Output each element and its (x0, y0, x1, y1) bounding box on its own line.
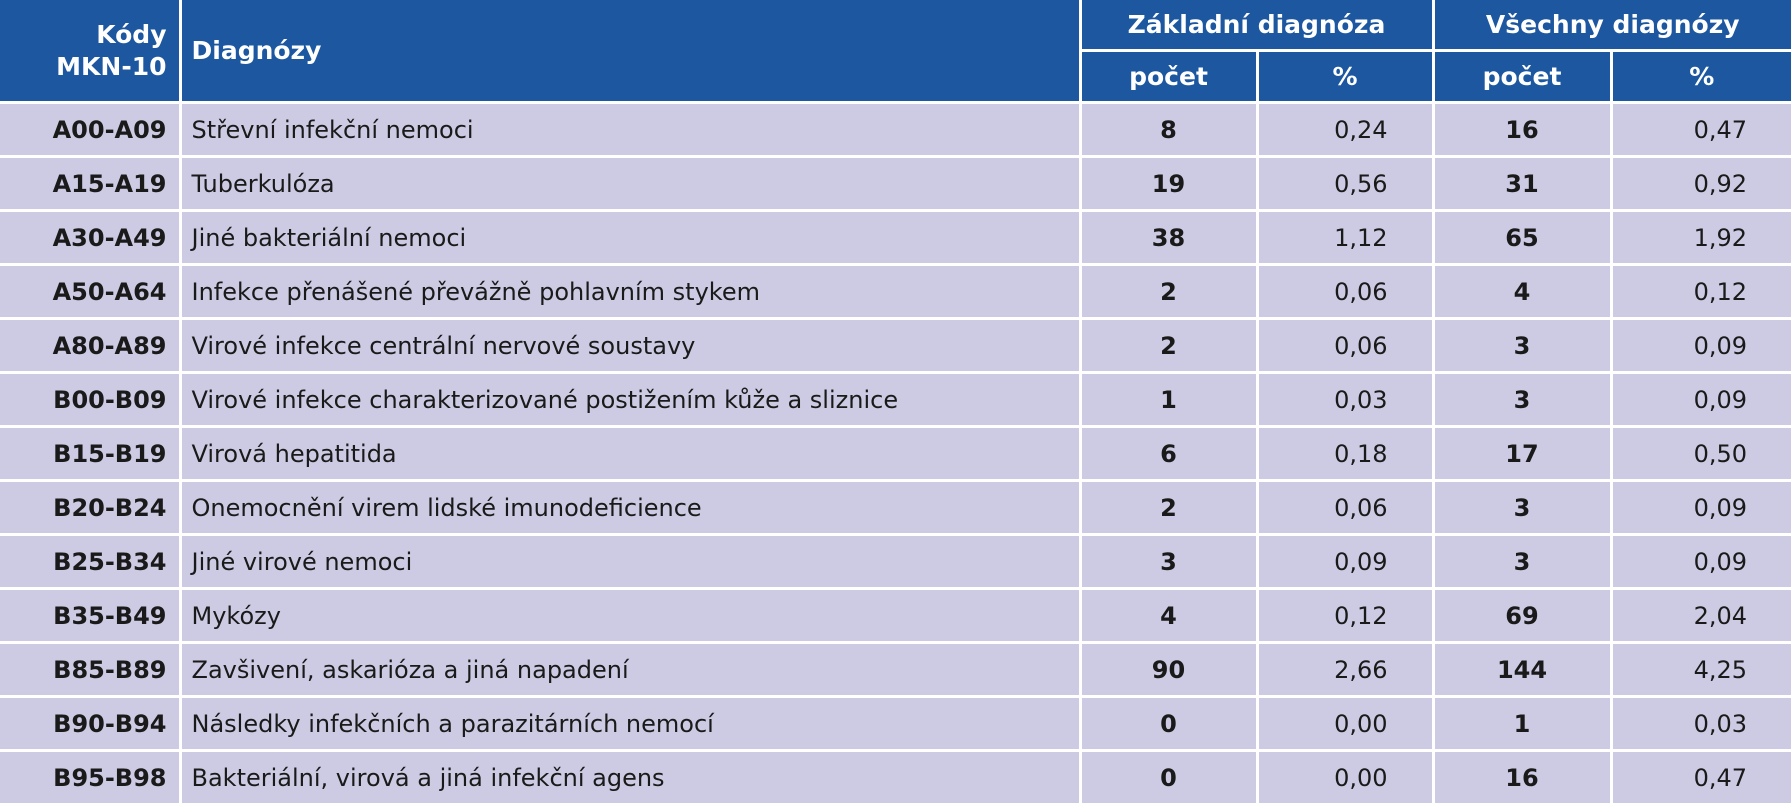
cell-code: B00-B09 (0, 373, 180, 427)
cell-diagnosis: Jiné bakteriální nemoci (180, 211, 1080, 265)
cell-primary-percent: 0,12 (1257, 589, 1433, 643)
header-code-line2: MKN-10 (56, 52, 166, 81)
table-row (0, 103, 1791, 157)
table-row (0, 319, 1791, 373)
cell-primary-percent: 0,18 (1257, 427, 1433, 481)
cell-diagnosis: Jiné virové nemoci (180, 535, 1080, 589)
header-all-count: počet (1433, 51, 1611, 103)
cell-code: B35-B49 (0, 589, 180, 643)
header-group-primary: Základní diagnóza (1080, 0, 1433, 51)
cell-primary-count: 0 (1080, 697, 1257, 751)
cell-all-percent: 0,03 (1611, 697, 1791, 751)
cell-all-count: 1 (1433, 697, 1611, 751)
cell-all-percent: 0,09 (1611, 373, 1791, 427)
cell-code: B25-B34 (0, 535, 180, 589)
cell-primary-percent: 0,00 (1257, 751, 1433, 803)
cell-all-count: 31 (1433, 157, 1611, 211)
cell-primary-count: 2 (1080, 481, 1257, 535)
table-row (0, 481, 1791, 535)
table-row (0, 643, 1791, 697)
cell-primary-percent: 0,56 (1257, 157, 1433, 211)
cell-all-percent: 1,92 (1611, 211, 1791, 265)
cell-all-percent: 0,50 (1611, 427, 1791, 481)
cell-primary-percent: 0,06 (1257, 265, 1433, 319)
cell-code: A00-A09 (0, 103, 180, 157)
table-row (0, 157, 1791, 211)
table-row (0, 265, 1791, 319)
cell-primary-percent: 0,00 (1257, 697, 1433, 751)
table-row (0, 589, 1791, 643)
cell-all-count: 4 (1433, 265, 1611, 319)
cell-all-count: 16 (1433, 103, 1611, 157)
cell-code: B95-B98 (0, 751, 180, 803)
cell-all-percent: 0,47 (1611, 103, 1791, 157)
cell-primary-percent: 0,06 (1257, 319, 1433, 373)
cell-all-percent: 0,47 (1611, 751, 1791, 803)
cell-all-count: 17 (1433, 427, 1611, 481)
cell-primary-percent: 0,09 (1257, 535, 1433, 589)
cell-primary-percent: 1,12 (1257, 211, 1433, 265)
cell-diagnosis: Infekce přenášené převážně pohlavním stykem (180, 265, 1080, 319)
cell-all-count: 65 (1433, 211, 1611, 265)
header-group-all: Všechny diagnózy (1433, 0, 1791, 51)
cell-primary-percent: 2,66 (1257, 643, 1433, 697)
table-row (0, 373, 1791, 427)
cell-primary-percent: 0,24 (1257, 103, 1433, 157)
cell-diagnosis: Bakteriální, virová a jiná infekční agens (180, 751, 1080, 803)
cell-all-count: 144 (1433, 643, 1611, 697)
cell-all-count: 3 (1433, 319, 1611, 373)
cell-primary-percent: 0,06 (1257, 481, 1433, 535)
header-all-percent: % (1611, 51, 1791, 103)
table-row (0, 751, 1791, 803)
cell-diagnosis: Tuberkulóza (180, 157, 1080, 211)
cell-primary-count: 38 (1080, 211, 1257, 265)
cell-primary-count: 8 (1080, 103, 1257, 157)
cell-all-percent: 0,09 (1611, 535, 1791, 589)
cell-all-count: 16 (1433, 751, 1611, 803)
table-body (0, 103, 1791, 803)
cell-code: B85-B89 (0, 643, 180, 697)
cell-primary-count: 2 (1080, 319, 1257, 373)
cell-diagnosis: Následky infekčních a parazitárních nemocí (180, 697, 1080, 751)
cell-code: A50-A64 (0, 265, 180, 319)
cell-all-percent: 0,09 (1611, 319, 1791, 373)
cell-diagnosis: Virové infekce charakterizované postižením kůže a sliznice (180, 373, 1080, 427)
cell-primary-count: 4 (1080, 589, 1257, 643)
table-header (0, 0, 1791, 103)
cell-primary-count: 19 (1080, 157, 1257, 211)
cell-diagnosis: Mykózy (180, 589, 1080, 643)
cell-code: A30-A49 (0, 211, 180, 265)
cell-diagnosis: Onemocnění virem lidské imunodeficience (180, 481, 1080, 535)
cell-diagnosis: Virová hepatitida (180, 427, 1080, 481)
cell-diagnosis: Virové infekce centrální nervové soustavy (180, 319, 1080, 373)
header-diagnoses: Diagnózy (180, 0, 1080, 103)
cell-code: A15-A19 (0, 157, 180, 211)
header-code (0, 0, 180, 103)
cell-all-count: 69 (1433, 589, 1611, 643)
table-row (0, 427, 1791, 481)
cell-all-count: 3 (1433, 481, 1611, 535)
cell-all-count: 3 (1433, 535, 1611, 589)
cell-primary-count: 0 (1080, 751, 1257, 803)
cell-all-percent: 2,04 (1611, 589, 1791, 643)
cell-primary-count: 2 (1080, 265, 1257, 319)
cell-all-percent: 0,09 (1611, 481, 1791, 535)
cell-primary-percent: 0,03 (1257, 373, 1433, 427)
cell-diagnosis: Zavšivení, askarióza a jiná napadení (180, 643, 1080, 697)
cell-all-percent: 0,12 (1611, 265, 1791, 319)
cell-primary-count: 1 (1080, 373, 1257, 427)
cell-code: B20-B24 (0, 481, 180, 535)
cell-primary-count: 90 (1080, 643, 1257, 697)
header-primary-count: počet (1080, 51, 1257, 103)
cell-code: A80-A89 (0, 319, 180, 373)
cell-all-percent: 0,92 (1611, 157, 1791, 211)
cell-diagnosis: Střevní infekční nemoci (180, 103, 1080, 157)
cell-primary-count: 6 (1080, 427, 1257, 481)
cell-primary-count: 3 (1080, 535, 1257, 589)
header-code-line1: Kódy (96, 20, 166, 49)
table-row (0, 697, 1791, 751)
table-row (0, 211, 1791, 265)
cell-all-count: 3 (1433, 373, 1611, 427)
header-primary-percent: % (1257, 51, 1433, 103)
cell-code: B15-B19 (0, 427, 180, 481)
cell-code: B90-B94 (0, 697, 180, 751)
table-row (0, 535, 1791, 589)
cell-all-percent: 4,25 (1611, 643, 1791, 697)
